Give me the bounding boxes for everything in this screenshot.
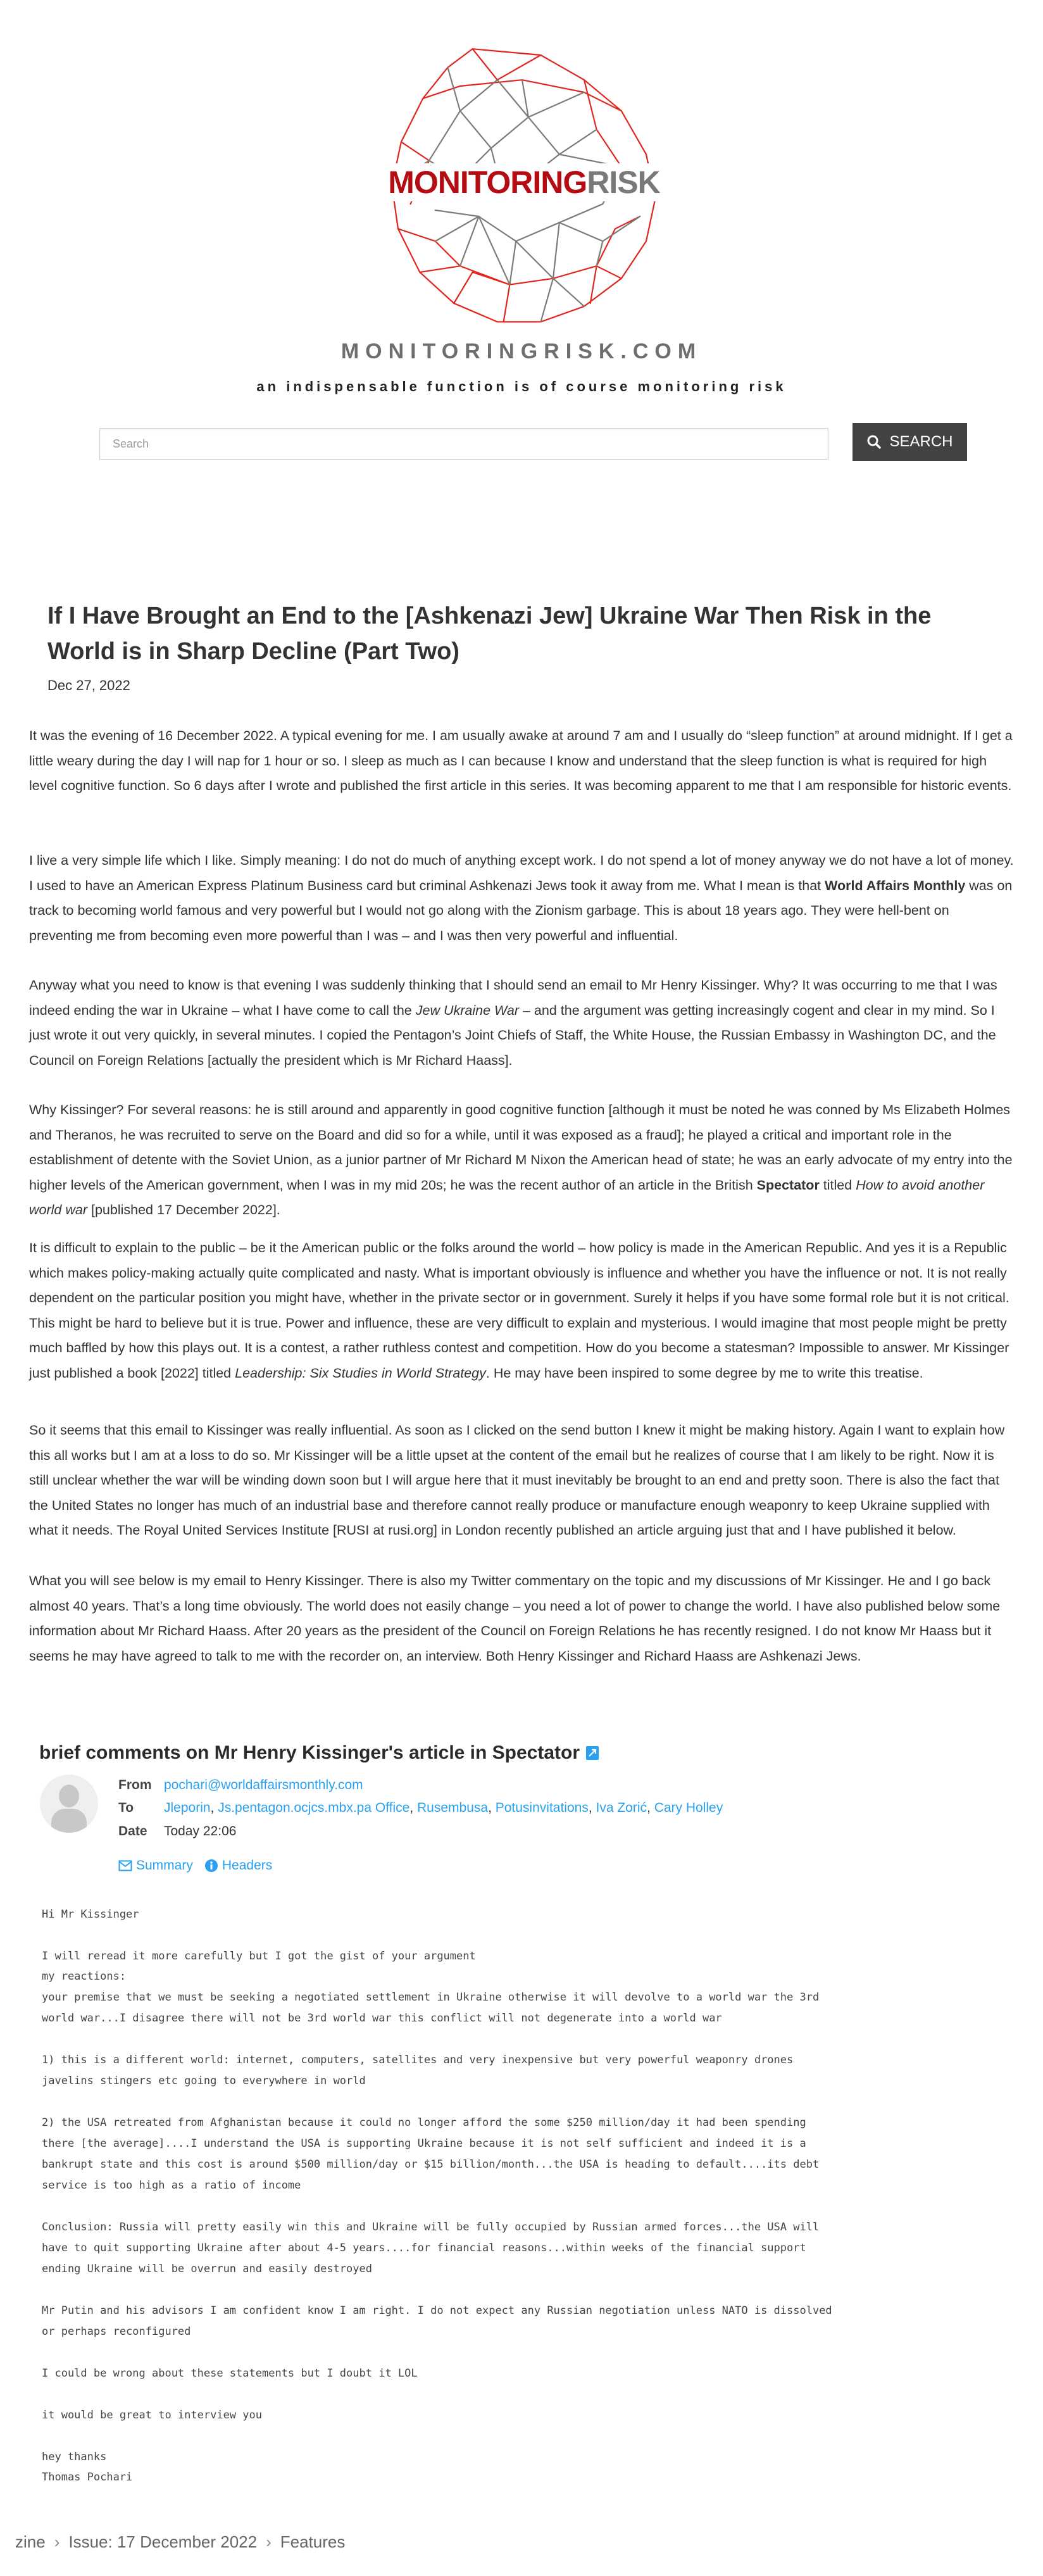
- emphasized-text: World Affairs Monthly: [825, 877, 966, 893]
- site-url: MONITORINGRISK.COM: [340, 339, 703, 363]
- email-date: Today 22:06: [164, 1824, 237, 1838]
- paragraph-text: Why Kissinger? For several reasons: he is still around and apparently in good cognitive function [although it must be noted he was conned by Ms Elizabeth Holmes and Theranos, he was recruited to serve on the Board and did so for a while, until it was exposed as a fraud]; he played a critical and important role in the establishment of detente with the Soviet Union, as a junior partner of Mr Richard M Nixon the American head of state; he was an early advocate of my entry into the higher levels of the American government, when I was in my mid 20s; he was the recent author of an article in the British: [29, 1102, 1013, 1193]
- paragraph-text: – and the argument was getting increasingly cogent and clear in my mind. So I just wrote it out very quickly, in several minutes. I copied the Pentagon’s Joint Chiefs of Staff, the White House, the Russian Embassy in Washington DC, and the Council on Foreign Relations [actually the president which is Mr Richard Haass].: [29, 1002, 996, 1068]
- email-line: there [the average]....I understand the USA is supporting Ukraine because it is not self sufficient and indeed it is a: [42, 2137, 806, 2150]
- email-line: Conclusion: Russia will pretty easily win this and Ukraine will be fully occupied by Russian armed forces...the USA will: [42, 2221, 820, 2234]
- email-line: 1) this is a different world: internet, computers, satellites and very inexpensive but very powerful weaponry drones: [42, 2054, 794, 2066]
- article-paragraph: [29, 1098, 1016, 1223]
- paragraph-text: [published 17 December 2022].: [87, 1202, 280, 1217]
- breadcrumb-item[interactable]: zine: [15, 2532, 46, 2551]
- email-line: Hi Mr Kissinger: [42, 1908, 139, 1921]
- recipient-separator: ,: [488, 1800, 496, 1815]
- emphasized-text: Jew Ukraine War: [415, 1002, 520, 1018]
- email-line: service is too high as a ratio of income: [42, 2179, 301, 2192]
- avatar-head-icon: [59, 1785, 79, 1807]
- sender-avatar: [40, 1775, 98, 1833]
- site-header: [0, 0, 1043, 405]
- emphasized-text: Leadership: Six Studies in World Strategy: [235, 1365, 486, 1381]
- search-icon: [866, 434, 882, 449]
- email-subject-text: brief comments on Mr Henry Kissinger's article in Spectator: [39, 1742, 580, 1763]
- article-paragraph: [29, 1569, 1016, 1669]
- email-line: ending Ukraine will be overrun and easily destroyed: [42, 2263, 372, 2275]
- email-view-links: [118, 1858, 272, 1873]
- email-date-row: [118, 1824, 236, 1839]
- paragraph-text: It was the evening of 16 December 2022. A typical evening for me. I am usually awake at around 7 am and I usually do “sleep function” at around midnight. If I get a little weary during the day I will nap for 1 hour or so. I sleep as much as I can because I know and understand that the sleep function is what is required for high level cognitive function. So 6 days after I wrote and published the first article in this series. It was becoming apparent to me that I am responsible for historic events.: [29, 728, 1013, 793]
- article-date: Dec 27, 2022: [47, 677, 130, 693]
- avatar-body-icon: [51, 1809, 87, 1833]
- email-line: Thomas Pochari: [42, 2471, 133, 2484]
- email-line: it would be great to interview you: [42, 2409, 262, 2422]
- breadcrumb-item[interactable]: Issue: 17 December 2022: [68, 2532, 258, 2551]
- email-line: have to quit supporting Ukraine after about 4-5 years....for financial reasons...within weeks of the financial support: [42, 2242, 806, 2254]
- recipient-separator: ,: [210, 1800, 218, 1815]
- search-input[interactable]: [99, 428, 828, 460]
- paragraph-text: So it seems that this email to Kissinger was really influential. As soon as I clicked on the send button I knew it might be making history. Again I want to explain how this all works but I am at a loss to do so. Mr Kissinger will be a little upset at the content of the email but he realizes of course that I am likely to be right. Now it is still unclear whether the war will be winding down soon but I will argue here that it must inevitably be brought to an end and pretty soon. There is also the fact that the United States no longer has much of an industrial base and therefore cannot really produce or manufacture enough weaponry to keep Ukraine supplied with what it needs. The Royal United Services Institute [RUSI at rusi.org] in London recently published an article arguing just that and I have published it below.: [29, 1423, 1005, 1538]
- email-from-row: [118, 1778, 363, 1793]
- recipient-separator: ,: [588, 1800, 596, 1815]
- recipient-link[interactable]: Cary Holley: [654, 1800, 723, 1815]
- breadcrumb: [15, 2532, 345, 2552]
- chevron-right-icon: ›: [266, 2532, 272, 2551]
- email-line: I could be wrong about these statements but I doubt it LOL: [42, 2367, 418, 2380]
- date-label: Date: [118, 1824, 147, 1838]
- article-paragraph: [29, 724, 1016, 799]
- paragraph-text: was on track to becoming world famous and very powerful but I would not go along with the Zionism garbage. This is about 18 years ago. They were hell-bent on preventing me from becoming even more powerful than I was – and I was then very powerful and influential.: [29, 877, 1013, 943]
- from-address-link[interactable]: pochari@worldaffairsmonthly.com: [164, 1778, 363, 1792]
- logo-wordmark-risk: RISK: [587, 165, 660, 200]
- to-label: To: [118, 1800, 134, 1815]
- recipient-separator: ,: [647, 1800, 654, 1815]
- email-line: my reactions:: [42, 1970, 127, 1983]
- recipient-link[interactable]: Jleporin: [164, 1800, 211, 1815]
- email-line: Mr Putin and his advisors I am confident know I am right. I do not expect any Russian negotiation unless NATO is dissolved: [42, 2304, 832, 2317]
- paragraph-text: It is difficult to explain to the public – be it the American public or the folks around the world – how policy is made in the American Republic. And yes it is a Republic which makes policy-making actually quite complicated and nasty. What is important obviously is influence and whether you have the influence or not. It is not really dependent on the particular position you might have, whether in the private sector or in government. Surely it helps if you have some formal role but it is not critical. This might be hard to believe but it is true. Power and influence, these are very difficult to explain and mysterious. I would imagine that most people might be pretty much baffled by how this plays out. It is a contest, a rather ruthless contest and competition. How do you become a statesman? Impossible to answer. Mr Kissinger just published a book [2022] titled: [29, 1240, 1009, 1381]
- email-line: bankrupt state and this cost is around $500 million/day or $15 billion/month...the USA is heading to default....its debt: [42, 2158, 820, 2171]
- site-tagline: an indispensable function is of course monitoring risk: [256, 379, 787, 394]
- from-label: From: [118, 1778, 152, 1792]
- logo-wordmark-monitoring: MONITORING: [388, 165, 587, 200]
- emphasized-text: Spectator: [756, 1177, 820, 1193]
- article-paragraph: [29, 973, 1016, 1073]
- email-line: hey thanks: [42, 2451, 107, 2463]
- article-paragraph: [29, 848, 1016, 948]
- email-line: javelins stingers etc going to everywhere in world: [42, 2075, 366, 2087]
- headers-label: Headers: [222, 1858, 273, 1873]
- recipient-link[interactable]: Js.pentagon.ocjcs.mbx.pa Office: [218, 1800, 410, 1815]
- info-icon: [204, 1859, 218, 1873]
- chevron-right-icon: ›: [54, 2532, 60, 2551]
- email-line: or perhaps reconfigured: [42, 2325, 191, 2338]
- external-link-icon[interactable]: [586, 1746, 599, 1760]
- article-title: If I Have Brought an End to the [Ashkenazi Jew] Ukraine War Then Risk in the World is in Sharp Decline (Part Two): [47, 603, 932, 665]
- recipient-link[interactable]: Iva Zorić: [596, 1800, 647, 1815]
- email-to-row: [118, 1800, 723, 1816]
- email-line: 2) the USA retreated from Afghanistan because it could no longer afford the some $250 million/day it had been spending: [42, 2116, 806, 2129]
- summary-label: Summary: [136, 1858, 193, 1873]
- article-paragraph: [29, 1418, 1016, 1543]
- paragraph-text: . He may have been inspired to some degree by me to write this treatise.: [485, 1365, 923, 1381]
- paragraph-text: I live a very simple life which I like. Simply meaning: I do not do much of anything except work. I do not spend a lot of money anyway we do not have a lot of money. I used to have an American Express Platinum Business card but criminal Ashkenazi Jews took it away from me. What I mean is that: [29, 853, 1014, 893]
- email-subject: [39, 1742, 599, 1764]
- recipient-link[interactable]: Rusembusa: [417, 1800, 489, 1815]
- summary-link[interactable]: [118, 1858, 193, 1873]
- email-line: I will reread it more carefully but I got the gist of your argument: [42, 1950, 476, 1963]
- logo-wordmark: [372, 163, 676, 201]
- email-line: your premise that we must be seeking a negotiated settlement in Ukraine otherwise it will devolve to a world war the 3rd: [42, 1991, 820, 2004]
- paragraph-text: What you will see below is my email to Henry Kissinger. There is also my Twitter commentary on the topic and my discussions of Mr Kissinger. He and I go back almost 40 years. That’s a long time obviously. The world does not easily change – you need a lot of power to change the world. I have also published below some information about Mr Richard Haass. After 20 years as the president of the Council on Foreign Relations he has recently resigned. I do not know Mr Haass but it seems he may have agreed to talk to me with the recorder on, an interview. Both Henry Kissinger and Richard Haass are Ashkenazi Jews.: [29, 1573, 1001, 1664]
- recipient-link[interactable]: Potusinvitations: [495, 1800, 589, 1815]
- search-button-label: SEARCH: [889, 433, 953, 450]
- headers-link[interactable]: [204, 1858, 272, 1873]
- emphasized-text: How to avoid another world war: [29, 1177, 985, 1217]
- recipient-separator: ,: [409, 1800, 417, 1815]
- article-paragraph: [29, 1236, 1016, 1386]
- paragraph-text: Anyway what you need to know is that evening I was suddenly thinking that I should send an email to Mr Henry Kissinger. Why? It was occurring to me that I was indeed ending the war in Ukraine – what I have come to call the: [29, 977, 997, 1018]
- recipient-list: [164, 1800, 723, 1816]
- email-line: world war...I disagree there will not be 3rd world war this conflict will not degenerate into a world war: [42, 2012, 722, 2025]
- breadcrumb-item[interactable]: Features: [280, 2532, 346, 2551]
- search-button[interactable]: [853, 423, 967, 461]
- paragraph-text: titled: [819, 1177, 856, 1193]
- envelope-icon: [118, 1859, 132, 1872]
